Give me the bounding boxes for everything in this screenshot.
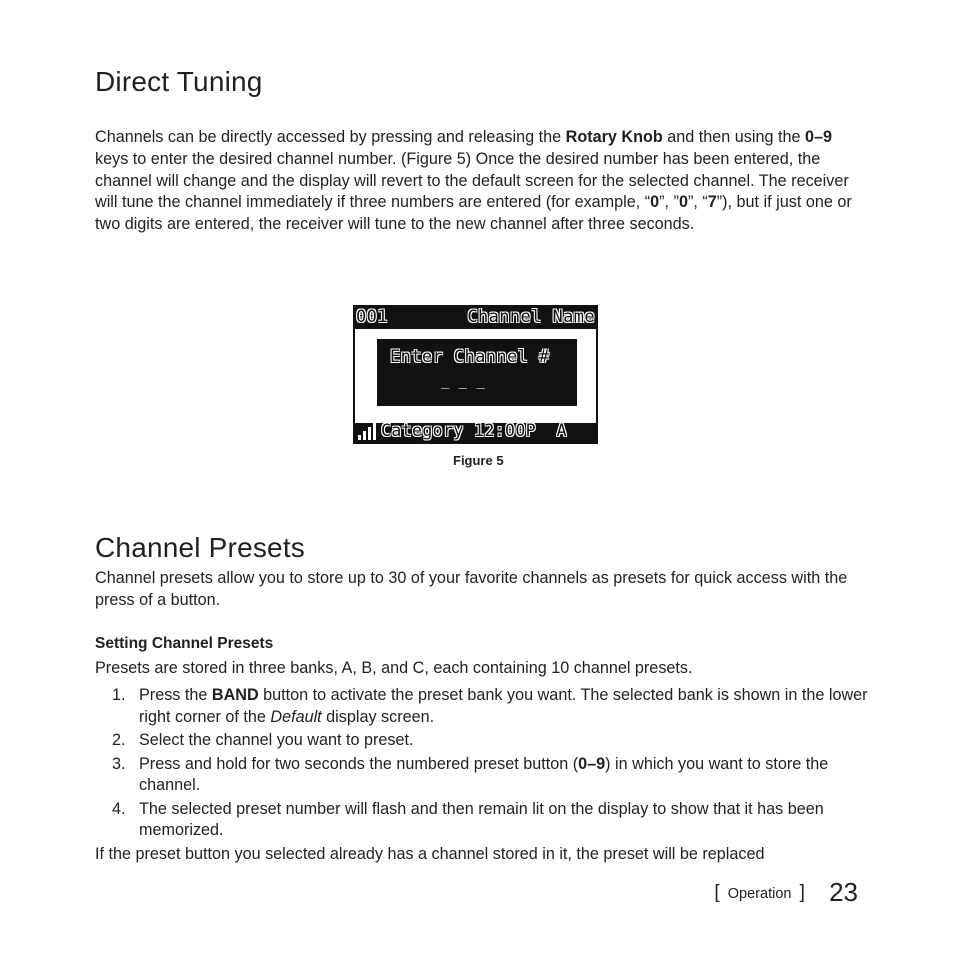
lcd-top-line [355,307,596,329]
lcd-bottom-line [355,423,596,442]
text-run: Select the channel you want to preset. [139,731,414,749]
italic-text-run: Default [270,707,322,726]
list-item [95,799,875,842]
preset-steps-list [95,685,875,844]
list-item-number: 4. [112,799,126,818]
lcd-enter-prompt: Enter Channel # [390,347,550,367]
list-item-number: 1. [112,686,126,704]
text-run: ”, “ [687,193,708,212]
text-run: button to activate the preset bank you want. The selected bank is shown in the lower right corner of the [139,686,868,726]
bold-text-run: 0 [650,193,660,212]
bold-text-run: BAND [211,686,259,704]
text-run: Press the [139,686,212,704]
banks-description: Presets are stored in three banks, A, B, and C, each containing 10 channel presets. [95,659,693,677]
channel-presets-heading: Channel Presets [95,532,306,563]
page-number: 23 [829,877,858,907]
footer-section-name: Operation [727,886,792,902]
figure-caption: Figure 5 [453,453,504,468]
setting-presets-subheading: Setting Channel Presets [95,635,274,652]
trailing-paragraph: If the preset button you selected already has a channel stored in it, the preset will be replaced [95,845,765,863]
lcd-entry-box [377,339,577,406]
text-run: The selected preset number will flash and then remain lit on the display to show that it has been memorized. [139,799,824,839]
bold-text-run: 0 [678,193,688,212]
signal-bar-icon [358,435,361,440]
text-run: Press and hold for two seconds the numbered preset button ( [139,754,579,773]
lcd-channel-number: 001 [356,307,388,327]
list-item [95,754,875,797]
signal-bar-icon [368,427,371,440]
text-run: and then using the [662,128,805,146]
lcd-channel-name: Channel Name [467,307,595,327]
bold-text-run: 0–9 [578,754,606,773]
text-run: display screen. [321,707,435,726]
bold-text-run: Rotary Knob [565,128,663,146]
text-run: ) in which you want to store the channel. [139,754,829,794]
footer-close-bracket: ] [799,882,805,903]
lcd-display-figure [353,305,598,444]
list-item-number: 3. [112,754,126,773]
list-item [95,730,875,752]
lcd-entry-placeholder: _ _ _ [441,373,486,389]
signal-bar-icon [373,423,376,440]
text-run: ”, ” [659,193,679,212]
text-run: Channels can be directly accessed by pressing and releasing the [95,128,566,146]
text-run: ”), but if just one or two digits are entered, the receiver will tune to the new channel after three seconds. [95,193,852,234]
direct-tuning-paragraph [95,127,865,236]
signal-bar-icon [363,431,366,440]
list-item-number: 2. [112,731,126,749]
lcd-category-time-bank: Category 12:00P A [381,421,568,440]
bold-text-run: 0–9 [804,128,832,146]
page-footer [714,877,858,908]
lcd-middle-area [355,329,596,423]
bold-text-run: 7 [707,193,717,212]
footer-open-bracket: [ [714,882,720,903]
direct-tuning-heading: Direct Tuning [95,66,263,97]
text-run: keys to enter the desired channel number. (Figure 5) Once the desired number has been entered, the channel will change and the display will revert to the default screen for the selected channel. The receiver will tune the channel immediately if three numbers are entered (for example, “ [95,149,849,212]
channel-presets-intro: Channel presets allow you to store up to 30 of your favorite channels as presets for quick access with the press of a button. [95,569,848,609]
list-item [95,685,875,728]
